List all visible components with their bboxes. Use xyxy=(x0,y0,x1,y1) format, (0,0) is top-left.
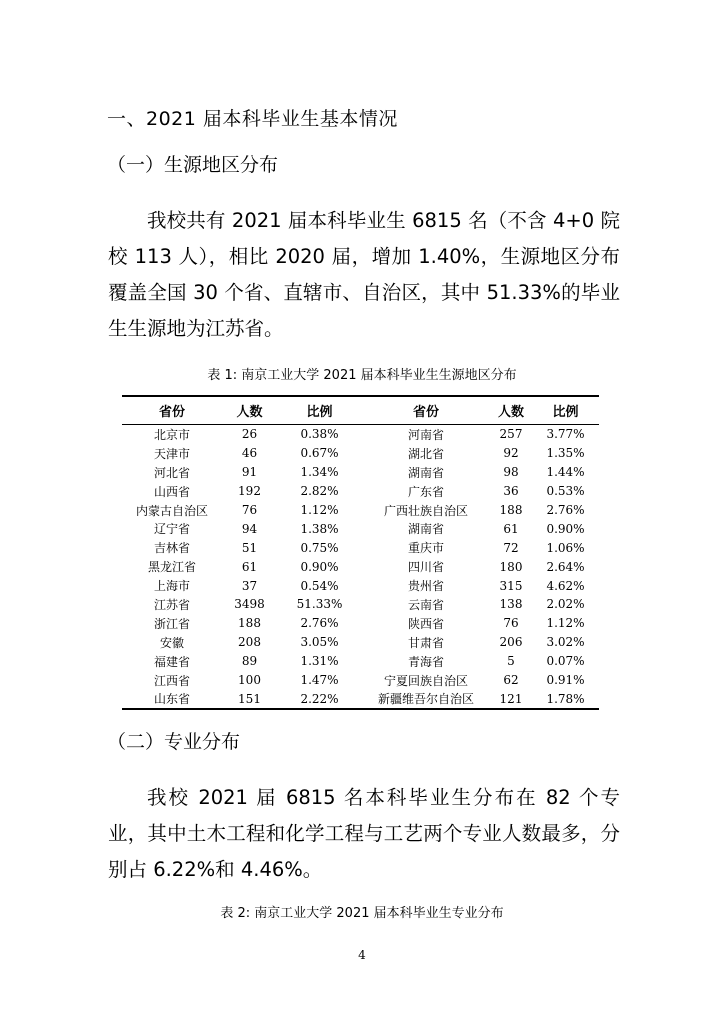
paragraph-major xyxy=(108,780,620,888)
count-cell: 92 xyxy=(503,446,519,461)
page-number: 4 xyxy=(358,948,366,962)
ratio-cell: 2.22% xyxy=(277,689,362,709)
count-cell: 94 xyxy=(241,521,258,536)
header-province: 省份 xyxy=(122,396,222,425)
count-cell: 100 xyxy=(238,673,261,688)
count-cell: 188 xyxy=(499,503,523,517)
count-cell: 62 xyxy=(503,673,519,688)
count-cell: 121 xyxy=(490,689,532,709)
ratio-cell: 4.62% xyxy=(546,578,585,593)
province-cell: 浙江省 xyxy=(153,616,190,631)
ratio-cell: 2.02% xyxy=(546,597,585,612)
province-cell: 江苏省 xyxy=(153,597,190,612)
ratio-cell: 2.76% xyxy=(300,616,339,631)
province-cell: 贵州省 xyxy=(407,579,444,594)
province-cell: 内蒙古自治区 xyxy=(135,503,208,518)
province-cell: 黑龙江省 xyxy=(147,560,196,575)
ratio-cell: 1.12% xyxy=(300,503,339,517)
table-row xyxy=(122,501,599,520)
ratio-cell: 1.35% xyxy=(546,446,585,461)
ratio-cell: 1.47% xyxy=(300,673,339,688)
table-row xyxy=(122,633,599,652)
province-cell: 河南省 xyxy=(407,427,444,442)
header-count: 人数 xyxy=(490,396,532,425)
count-cell: 51 xyxy=(241,540,258,555)
header-province: 省份 xyxy=(362,396,490,425)
count-cell: 180 xyxy=(499,559,523,574)
province-cell: 山东省 xyxy=(122,689,222,709)
count-cell: 192 xyxy=(238,484,261,499)
province-cell: 湖南省 xyxy=(407,522,444,537)
table1-caption: 表 1: 南京工业大学 2021 届本科毕业生生源地区分布 xyxy=(207,368,517,383)
table-row xyxy=(122,444,599,463)
province-cell: 山西省 xyxy=(153,484,190,499)
count-cell: 138 xyxy=(499,597,523,612)
ratio-cell: 2.82% xyxy=(300,484,339,499)
ratio-cell: 0.90% xyxy=(300,559,339,574)
ratio-cell: 0.67% xyxy=(300,446,339,461)
ratio-cell: 1.38% xyxy=(300,521,339,536)
province-cell: 北京市 xyxy=(153,427,190,442)
table-row xyxy=(122,614,599,633)
header-ratio: 比例 xyxy=(532,396,599,425)
count-cell: 76 xyxy=(503,616,519,631)
count-cell: 89 xyxy=(241,654,258,669)
ratio-cell: 51.33% xyxy=(296,597,343,612)
province-cell: 天津市 xyxy=(153,446,190,461)
count-cell: 206 xyxy=(499,635,523,650)
ratio-cell: 1.34% xyxy=(300,465,339,480)
ratio-cell: 0.53% xyxy=(546,484,585,499)
ratio-cell: 0.54% xyxy=(300,578,339,593)
ratio-cell: 1.06% xyxy=(546,540,585,555)
province-cell: 安徽 xyxy=(159,635,184,650)
ratio-cell: 1.78% xyxy=(532,689,599,709)
table-row xyxy=(122,595,599,614)
count-cell: 76 xyxy=(241,503,258,517)
paragraph-major-text: 我校 2021 届 6815 名本科毕业生分布在 82 个专业，其中土木工程和化学工程与工艺两个专业人数最多，分别占 6.22%和 4.46%。 xyxy=(108,786,620,881)
table-row xyxy=(122,652,599,671)
count-cell: 36 xyxy=(503,484,519,499)
province-cell: 吉林省 xyxy=(153,541,190,556)
province-cell: 河北省 xyxy=(153,465,190,480)
count-cell: 72 xyxy=(503,540,519,555)
table-row xyxy=(122,557,599,576)
table-row xyxy=(122,425,599,444)
paragraph-origin xyxy=(108,203,620,347)
table-row xyxy=(122,463,599,482)
province-cell: 湖北省 xyxy=(407,446,444,461)
province-cell: 青海省 xyxy=(407,654,444,669)
ratio-cell: 0.38% xyxy=(300,427,339,442)
header-count: 人数 xyxy=(222,396,277,425)
ratio-cell: 3.05% xyxy=(300,635,339,650)
count-cell: 151 xyxy=(222,689,277,709)
count-cell: 208 xyxy=(238,635,261,650)
subsection-title-major: （二）专业分布 xyxy=(107,731,241,753)
count-cell: 98 xyxy=(503,465,519,480)
table-row xyxy=(122,482,599,501)
table-row xyxy=(122,576,599,595)
province-cell: 宁夏回族自治区 xyxy=(383,673,468,688)
ratio-cell: 2.76% xyxy=(546,503,585,517)
count-cell: 3498 xyxy=(234,597,265,612)
table-row xyxy=(122,538,599,557)
ratio-cell: 3.77% xyxy=(546,427,585,442)
province-cell: 江西省 xyxy=(153,673,190,688)
province-cell: 四川省 xyxy=(407,560,444,575)
count-cell: 5 xyxy=(507,654,515,669)
count-cell: 46 xyxy=(241,446,258,461)
province-cell: 湖南省 xyxy=(407,465,444,480)
ratio-cell: 1.31% xyxy=(300,654,339,669)
count-cell: 91 xyxy=(241,465,258,480)
province-cell: 重庆市 xyxy=(407,541,444,556)
ratio-cell: 2.64% xyxy=(546,559,585,574)
subsection-title-origin: （一）生源地区分布 xyxy=(107,154,279,176)
table-header-row xyxy=(122,396,599,425)
origin-table xyxy=(122,395,599,710)
paragraph-origin-text: 我校共有 2021 届本科毕业生 6815 名（不含 4+0 院校 113 人），相比 2020 届，增加 1.40%，生源地区分布覆盖全国 30 个省、直辖市、自治区，其中 51.33%的毕业生生源地为江苏省。 xyxy=(108,209,620,340)
province-cell: 陕西省 xyxy=(407,616,444,631)
count-cell: 315 xyxy=(499,578,523,593)
ratio-cell: 0.07% xyxy=(546,654,585,669)
table-row xyxy=(122,671,599,690)
ratio-cell: 3.02% xyxy=(546,635,585,650)
province-cell: 福建省 xyxy=(153,654,190,669)
count-cell: 61 xyxy=(503,521,519,536)
table-row xyxy=(122,689,599,709)
province-cell: 辽宁省 xyxy=(153,522,190,537)
count-cell: 257 xyxy=(499,427,523,442)
province-cell: 甘肃省 xyxy=(407,635,444,650)
table2-caption: 表 2: 南京工业大学 2021 届本科毕业生专业分布 xyxy=(220,906,504,921)
province-cell: 上海市 xyxy=(153,579,190,594)
table-row xyxy=(122,519,599,538)
province-cell: 云南省 xyxy=(407,597,444,612)
header-ratio: 比例 xyxy=(277,396,362,425)
province-cell: 广东省 xyxy=(407,484,444,499)
count-cell: 188 xyxy=(238,616,261,631)
province-cell: 广西壮族自治区 xyxy=(383,503,468,518)
ratio-cell: 0.90% xyxy=(546,521,585,536)
count-cell: 26 xyxy=(241,427,258,442)
count-cell: 61 xyxy=(241,559,258,574)
ratio-cell: 1.12% xyxy=(546,616,585,631)
ratio-cell: 0.75% xyxy=(300,540,339,555)
section-title: 一、2021 届本科毕业生基本情况 xyxy=(107,108,398,130)
count-cell: 37 xyxy=(241,578,258,593)
ratio-cell: 1.44% xyxy=(546,465,585,480)
ratio-cell: 0.91% xyxy=(546,673,585,688)
province-cell: 新疆维吾尔自治区 xyxy=(362,689,490,709)
